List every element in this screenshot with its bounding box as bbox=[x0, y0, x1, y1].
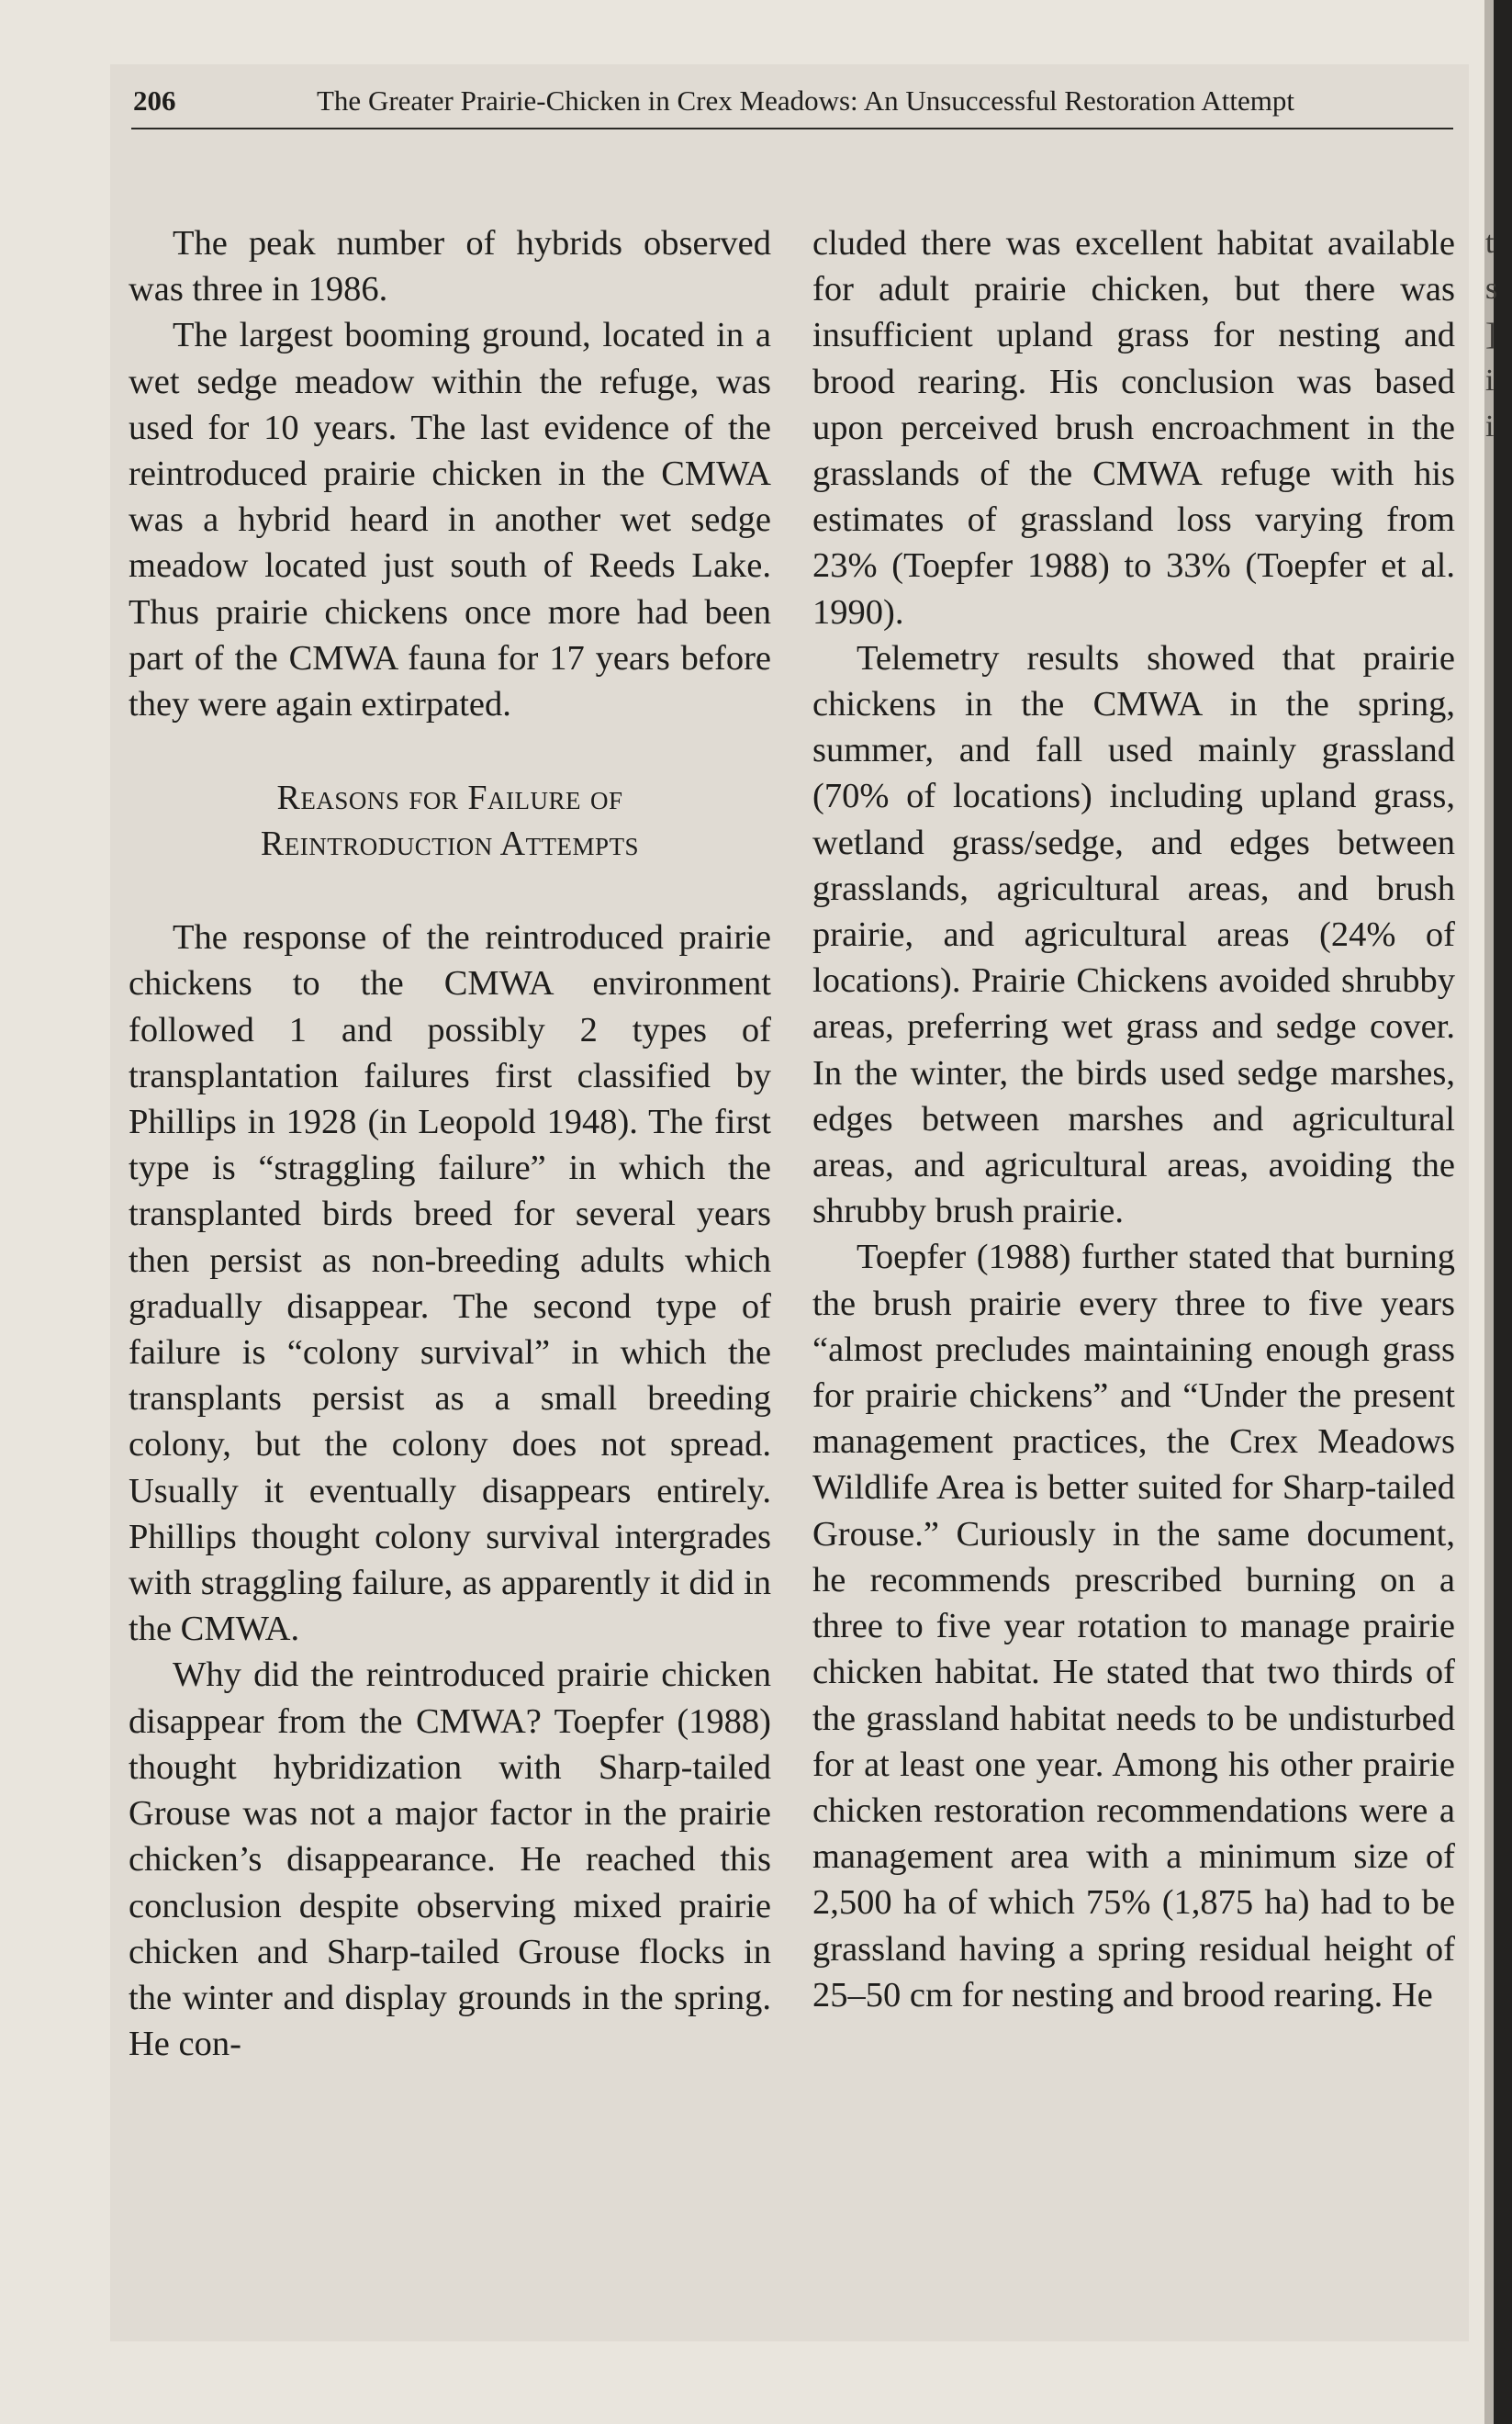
section-heading-line: Reasons for Failure of bbox=[276, 779, 623, 818]
margin-fragment: ] bbox=[1485, 318, 1496, 352]
paragraph: cluded there was excellent habitat available for adult prairie chicken, but there was insufficient upland grass for nesting and brood rearing. His conclusion was based upon perceived brush encroachment in the grasslands of the CMWA refuge with his estimates of grassland loss varying from 23% (Toepfer 1988) to 33% (Toepfer et al. 1990). bbox=[812, 224, 1455, 632]
paragraph: The response of the reintroduced prairie chickens to the CMWA environment followed 1 and possibly 2 types of transplantation failures first classified by Phillips in 1928 (in Leopold 1948). The first type is “straggling failure” in which the transplanted birds breed for several years then persist as non-breeding adults which gradually disappear. The second type of failure is “colony survival” in which the transplants persist as a small breeding colony, but the colony does not spread. Usually it eventually disappears entirely. Phillips thought colony survival intergrades with straggling failure, as apparently it did in the CMWA. bbox=[129, 918, 771, 1649]
section-heading bbox=[129, 775, 771, 867]
adjacent-page-fragments bbox=[1485, 220, 1497, 450]
margin-fragment: i bbox=[1485, 364, 1495, 398]
paragraph: Telemetry results showed that prairie chickens in the CMWA in the spring, summer, and fall used mainly grassland (70% of locations) including upland grass, wetland grass/sedge, and edges between grasslands, agricultural areas, and brush prairie, and agricultural areas (24% of locations). Prairie Chickens avoided shrubby areas, preferring wet grass and sedge cover. In the winter, the birds used sedge marshes, edges between marshes and agricultural areas, and agricultural areas, avoiding the shrubby brush prairie. bbox=[812, 638, 1455, 1231]
right-column bbox=[812, 220, 1455, 2018]
paragraph: The peak number of hybrids observed was three in 1986. bbox=[129, 224, 771, 309]
header-rule bbox=[131, 128, 1453, 129]
page-number: 206 bbox=[133, 84, 176, 117]
margin-fragment: i bbox=[1485, 410, 1495, 443]
margin-fragment: t bbox=[1485, 226, 1495, 260]
left-column bbox=[129, 220, 771, 2067]
page-header bbox=[133, 84, 1455, 127]
paragraph: Toepfer (1988) further stated that burning the brush prairie every three to five years “almost precludes maintaining enough grass for prairie chickens” and “Under the present management practices, the Crex Meadows Wildlife Area is better suited for Sharp-tailed Grouse.” Curiously in the same document, he recommends prescribed burning on a three to five year rotation to manage prairie chicken habitat. He stated that two thirds of the grassland habitat needs to be undisturbed for at least one year. Among his other prairie chicken restoration recommendations were a management area with a minimum size of 2,500 ha of which 75% (1,875 ha) had to be grassland having a spring residual height of 25–50 cm for nesting and brood rearing. He bbox=[812, 1238, 1455, 2014]
running-title: The Greater Prairie-Chicken in Crex Meadows: An Unsuccessful Restoration Attempt bbox=[317, 84, 1294, 117]
paragraph: The largest booming ground, located in a wet sedge meadow within the refuge, was used for 10 years. The last evidence of the reintroduced prairie chicken in the CMWA was a hybrid heard in another wet sedge meadow located just south of Reeds Lake. Thus prairie chickens once more had been part of the CMWA fauna for 17 years before they were again extirpated. bbox=[129, 316, 771, 724]
section-heading-line: Reintroduction Attempts bbox=[260, 825, 640, 864]
margin-fragment: s bbox=[1485, 272, 1498, 306]
paragraph: Why did the reintroduced prairie chicken disappear from the CMWA? Toepfer (1988) thought hybridization with Sharp-tailed Grouse was not a major factor in the prairie chicken’s disappearance. He reached this conclusion despite observing mixed prairie chicken and Sharp-tailed Grouse flocks in the winter and display grounds in the spring. He con- bbox=[129, 1655, 771, 2064]
